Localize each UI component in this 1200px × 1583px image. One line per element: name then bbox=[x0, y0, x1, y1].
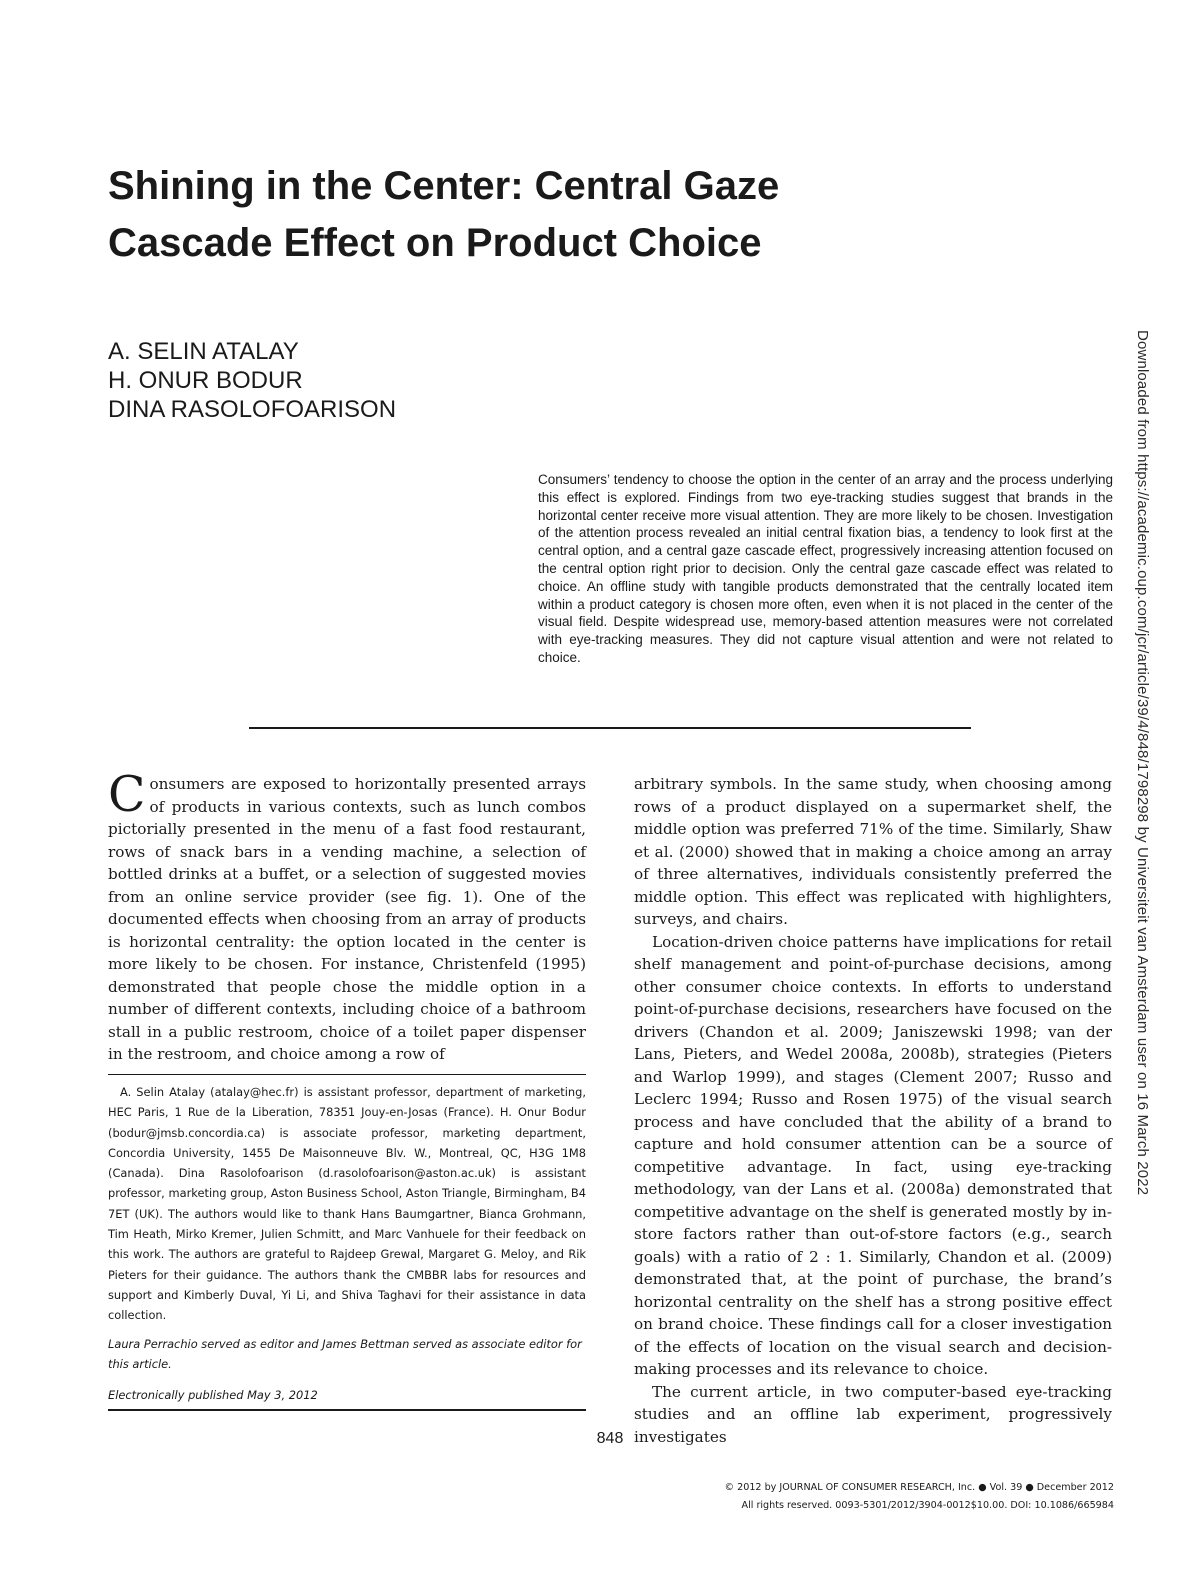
body-column-left bbox=[108, 766, 586, 1066]
footnote-end-divider bbox=[108, 1409, 586, 1411]
publication-date-note: Electronically published May 3, 2012 bbox=[108, 1388, 318, 1402]
body-column-right bbox=[634, 773, 1112, 1448]
body-paragraph: Location-driven choice patterns have implications for retail shelf management and point-of-purchase decisions, among other consumer choice contexts. In efforts to understand point-of-purchase decisions, researchers have focused on the drivers (Chandon et al. 2009; Janiszewski 1998; van der Lans, Pieters, and Wedel 2008a, 2008b), strategies (Pieters and Warlop 1999), and stages (Clement 2007; Russo and Leclerc 1994; Russo and Rosen 1975) of the visual search process and have concluded that the ability of a brand to capture and hold consumer attention can be a source of competitive advantage. In fact, using eye-tracking methodology, van der Lans et al. (2008a) demonstrated that competitive advantage on the shelf is generated mostly by in-store factors rather than out-of-store factors (e.g., search goals) with a ratio of 2 : 1. Similarly, Chandon et al. (2009) demonstrated that, at the point of purchase, the brand’s horizontal centrality on the shelf has a strong positive effect on brand choice. These findings call for a closer investigation of the effects of location on the visual search and decision-making processes and its relevance to choice. bbox=[634, 932, 1112, 1378]
download-watermark: Downloaded from https://academic.oup.com/jcr/article/39/4/848/1798298 by Universiteit van Amsterdam user on 16 March 2022 bbox=[1134, 330, 1151, 1196]
body-paragraph: The current article, in two computer-based eye-tracking studies and an offline lab experiment, progressively investigates bbox=[634, 1382, 1112, 1446]
author-name: A. SELIN ATALAY bbox=[108, 338, 299, 365]
copyright-notice bbox=[724, 1479, 1114, 1514]
author-name: H. ONUR BODUR bbox=[108, 367, 303, 394]
author-name: DINA RASOLOFOARISON bbox=[108, 396, 397, 423]
article-title-line-1: Shining in the Center: Central Gaze bbox=[108, 164, 780, 208]
page-number: 848 bbox=[596, 1430, 624, 1447]
article-title-line-2: Cascade Effect on Product Choice bbox=[108, 221, 762, 265]
body-paragraph bbox=[108, 766, 586, 1066]
copyright-line: © 2012 by JOURNAL OF CONSUMER RESEARCH, Inc. ● Vol. 39 ● December 2012 bbox=[724, 1482, 1114, 1493]
editors-note: Laura Perrachio served as editor and James Bettman served as associate editor for this article. bbox=[108, 1337, 582, 1372]
body-paragraph-text: onsumers are exposed to horizontally presented arrays of products in various contexts, such as lunch combos pictorially presented in the menu of a fast food restaurant, rows of snack bars in a vending machine, a selection of bottled drinks at a buffet, or a selection of suggested movies from an online service provider (see fig. 1). One of the documented effects when choosing from an array of products is horizontal centrality: the option located in the center is more likely to be chosen. For instance, Christenfeld (1995) demonstrated that people chose the middle option in a number of different contexts, including choice of a bathroom stall in a public restroom, choice of a toilet paper dispenser in the restroom, and choice among a row of bbox=[108, 775, 586, 1063]
drop-cap: C bbox=[108, 766, 146, 823]
author-footnote: A. Selin Atalay (atalay@hec.fr) is assistant professor, department of marketing, HEC Paris, 1 Rue de la Liberation, 78351 Jouy-en-Josas (France). H. Onur Bodur (bodur@jmsb.concordia.ca) is associate professor, marketing department, Concordia University, 1455 De Maisonneuve Blv. W., Montreal, QC, H3G 1M8 (Canada). Dina Rasolofoarison (d.rasolofoarison@aston.ac.uk) is assistant professor, marketing group, Aston Business School, Aston Triangle, Birmingham, B4 7ET (UK). The authors would like to thank Hans Baumgartner, Bianca Grohmann, Tim Heath, Mirko Kremer, Julien Schmitt, and Marc Vanhuele for their feedback on this work. The authors are grateful to Rajdeep Grewal, Margaret G. Meloy, and Rik Pieters for their guidance. The authors thank the CMBBR labs for resources and support and Kimberly Duval, Yi Li, and Shiva Taghavi for their assistance in data collection. bbox=[108, 1085, 586, 1323]
body-paragraph: arbitrary symbols. In the same study, when choosing among rows of a product displayed on a supermarket shelf, the middle option was preferred 71% of the time. Similarly, Shaw et al. (2000) showed that in making a choice among an array of three alternatives, individuals consistently preferred the middle option. This effect was replicated with highlighters, surveys, and chairs. bbox=[634, 775, 1112, 928]
footnote-divider bbox=[108, 1074, 586, 1075]
copyright-line: All rights reserved. 0093-5301/2012/3904-0012$10.00. DOI: 10.1086/665984 bbox=[741, 1499, 1114, 1511]
author-list bbox=[108, 337, 396, 424]
abstract: Consumers’ tendency to choose the option in the center of an array and the process underlying this effect is explored. Findings from two eye-tracking studies suggest that brands in the horizontal center receive more visual attention. They are more likely to be chosen. Investigation of the attention process revealed an initial central fixation bias, a tendency to look first at the central option, and a central gaze cascade effect, progressively increasing attention focused on the central option right prior to decision. Only the central gaze cascade effect was related to choice. An offline study with tangible products demonstrated that the centrally located item within a product category is chosen more often, even when it is not placed in the center of the visual field. Despite widespread use, memory-based attention measures were not correlated with eye-tracking measures. They did not capture visual attention and were not related to choice. bbox=[538, 472, 1113, 665]
section-divider bbox=[249, 727, 971, 729]
article-title bbox=[108, 158, 1008, 272]
